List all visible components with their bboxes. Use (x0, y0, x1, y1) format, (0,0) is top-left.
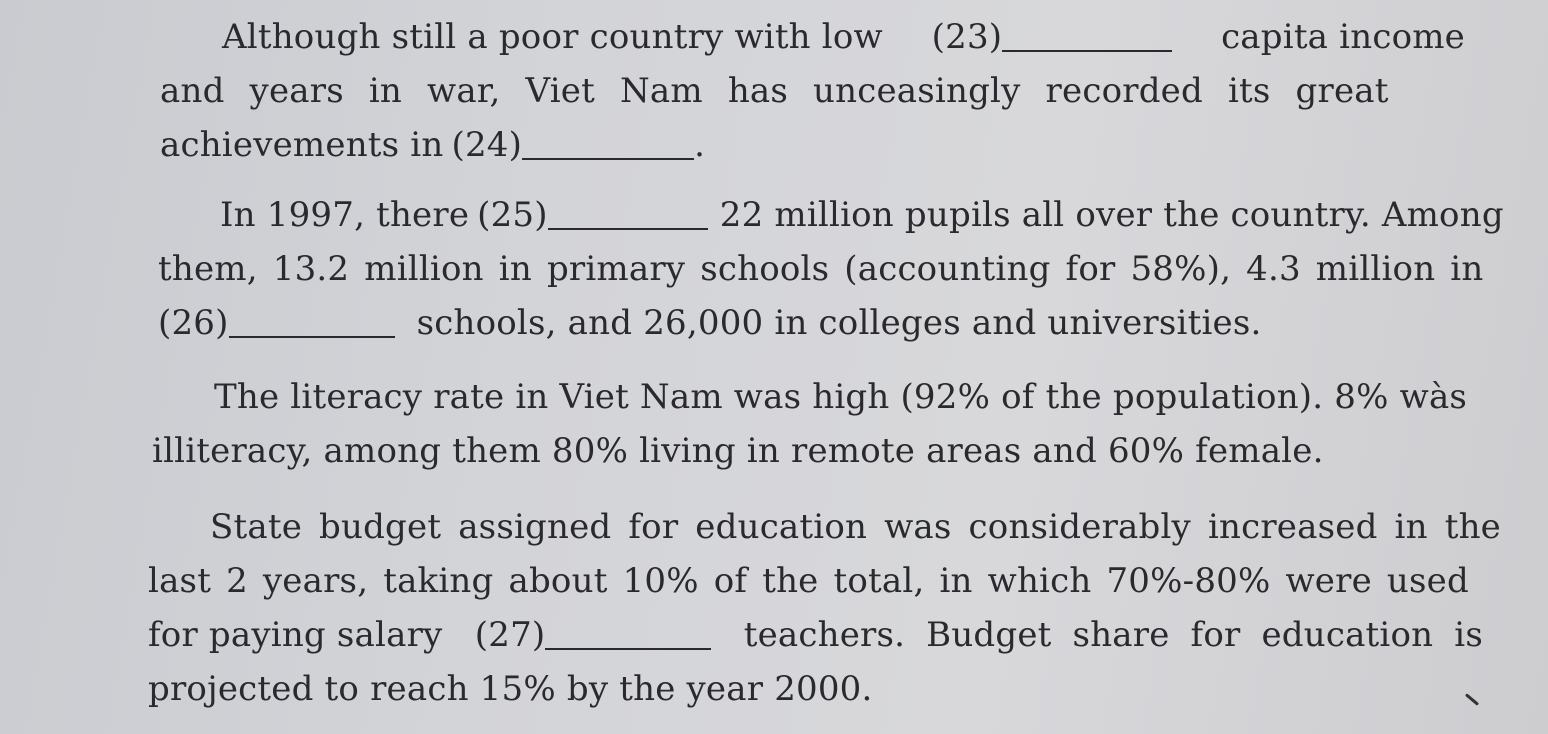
paragraph-4 (148, 500, 1502, 716)
text-line (160, 118, 1465, 172)
blank-27[interactable] (475, 608, 712, 662)
text-line (158, 242, 1484, 296)
blank-line (1002, 50, 1172, 52)
blank-number: (24) (451, 125, 523, 165)
text-segment: Although still a poor country with low (222, 17, 883, 57)
text-line (148, 662, 1483, 716)
blank-number: (23) (931, 17, 1003, 57)
blank-number: (25) (477, 195, 548, 235)
text-segment: schools, and 26,000 in colleges and universities. (416, 303, 1262, 343)
text-segment: capita income (1221, 17, 1465, 57)
text-segment: last 2 years, taking about 10% of the total, in which 70%-80% were used (148, 561, 1469, 601)
text-line (148, 500, 1502, 554)
blank-line (548, 228, 708, 230)
blank-26[interactable] (158, 296, 395, 350)
text-segment: The literacy rate in Viet Nam was high (92% of the population). 8% wàs (214, 377, 1468, 417)
text-line (148, 554, 1483, 608)
blank-line (545, 648, 711, 650)
text-line (148, 608, 1483, 662)
blank-line (522, 158, 694, 160)
text-line (152, 424, 1477, 478)
text-segment: them, 13.2 million in primary schools (accounting for 58%), 4.3 million in (158, 249, 1484, 289)
text-segment: . (694, 125, 706, 165)
paragraph-1 (160, 10, 1465, 172)
text-segment: State budget assigned for education was considerably increased in the (210, 507, 1502, 547)
text-segment: achievements in (160, 125, 444, 165)
blank-23[interactable] (932, 10, 1173, 64)
text-segment: and years in war, Viet Nam has unceasingly recorded its great (160, 71, 1389, 111)
blank-25[interactable] (477, 188, 708, 242)
text-segment: teachers. Budget share for education is (743, 615, 1483, 655)
text-line (160, 10, 1465, 64)
text-segment: 22 million pupils all over the country. Among (719, 195, 1504, 235)
text-line (158, 188, 1504, 242)
text-segment: projected to reach 15% by the year 2000. (148, 669, 873, 709)
paragraph-3 (152, 370, 1477, 478)
text-line (152, 370, 1477, 424)
text-line (160, 64, 1465, 118)
blank-number: (26) (158, 303, 229, 343)
text-segment: In 1997, there (220, 195, 470, 235)
blank-line (229, 336, 395, 338)
blank-number: (27) (474, 615, 546, 655)
text-segment: for paying salary (148, 615, 443, 655)
blank-24[interactable] (451, 118, 705, 172)
text-line (158, 296, 1470, 350)
paragraph-2 (158, 188, 1504, 350)
text-segment: illiteracy, among them 80% living in remote areas and 60% female. (152, 431, 1324, 471)
